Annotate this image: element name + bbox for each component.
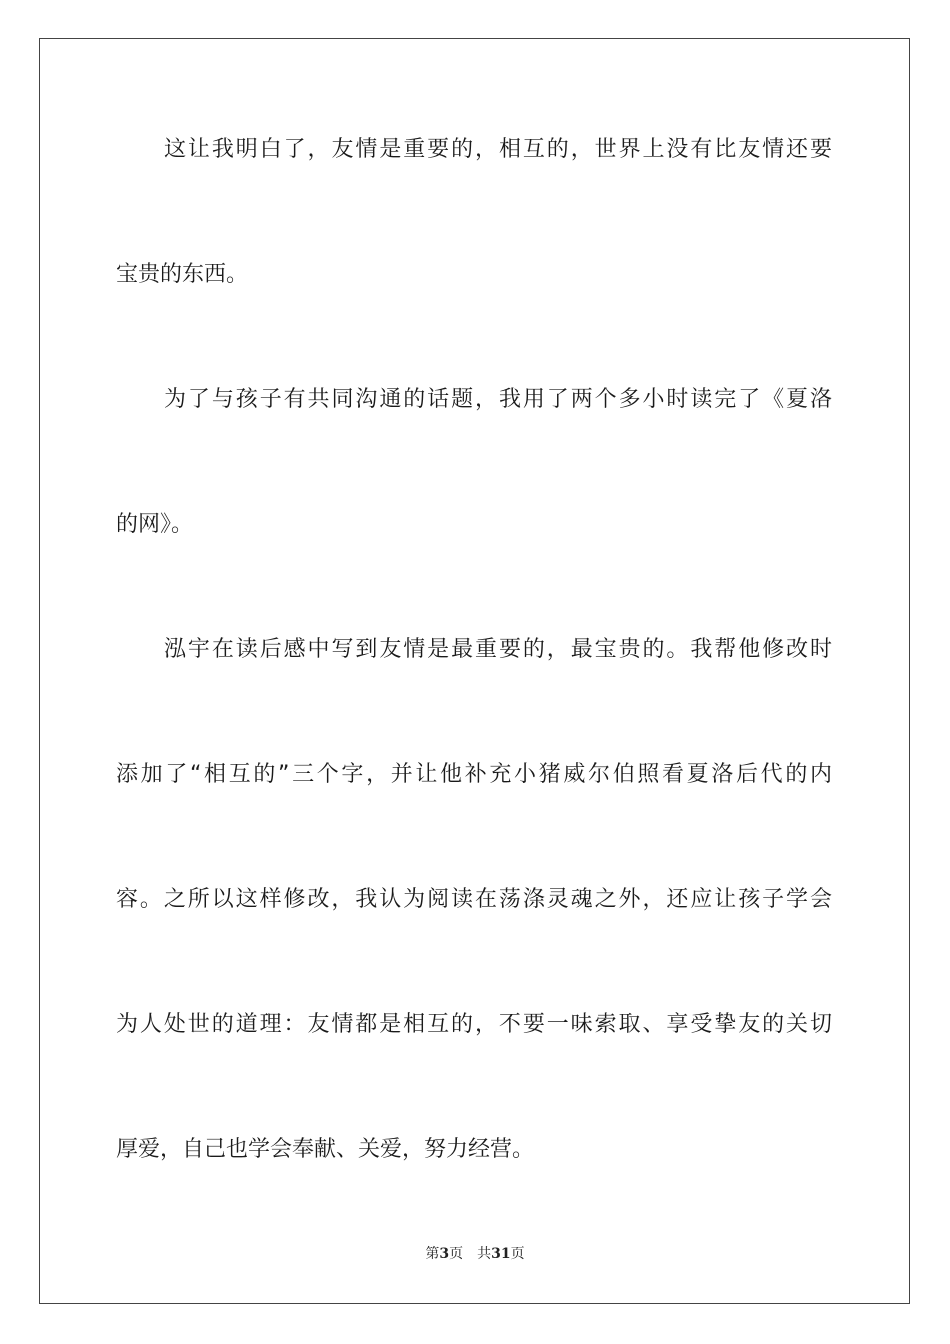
paragraph-line: 容。之所以这样修改，我认为阅读在荡涤灵魂之外，还应让孩子学会: [116, 887, 832, 912]
footer-total-suffix: 页: [510, 1246, 525, 1262]
paragraph-line: 为了与孩子有共同沟通的话题，我用了两个多小时读完了《夏洛: [164, 387, 832, 412]
footer-page-number: 3: [439, 1246, 450, 1262]
footer-total-pages: 31: [491, 1246, 511, 1262]
paragraph-line: 这让我明白了，友情是重要的，相互的，世界上没有比友情还要: [164, 137, 832, 162]
paragraph-line: 添加了“相互的”三个字，并让他补充小猪威尔伯照看夏洛后代的内: [116, 762, 832, 787]
page-footer: [0, 1244, 950, 1264]
footer-total-prefix: 共: [477, 1246, 492, 1262]
footer-page-prefix: 第: [425, 1246, 440, 1262]
paragraph-line: 泓宇在读后感中写到友情是最重要的，最宝贵的。我帮他修改时: [164, 637, 832, 662]
footer-page-suffix: 页: [449, 1246, 464, 1262]
paragraph-line: 厚爱，自己也学会奉献、关爱，努力经营。: [116, 1137, 535, 1162]
page-border: [39, 38, 910, 1304]
paragraph-line: 为人处世的道理：友情都是相互的，不要一味索取、享受挚友的关切: [116, 1012, 832, 1037]
paragraph-line: 的网》。: [116, 512, 194, 537]
paragraph-line: 宝贵的东西。: [116, 262, 249, 287]
